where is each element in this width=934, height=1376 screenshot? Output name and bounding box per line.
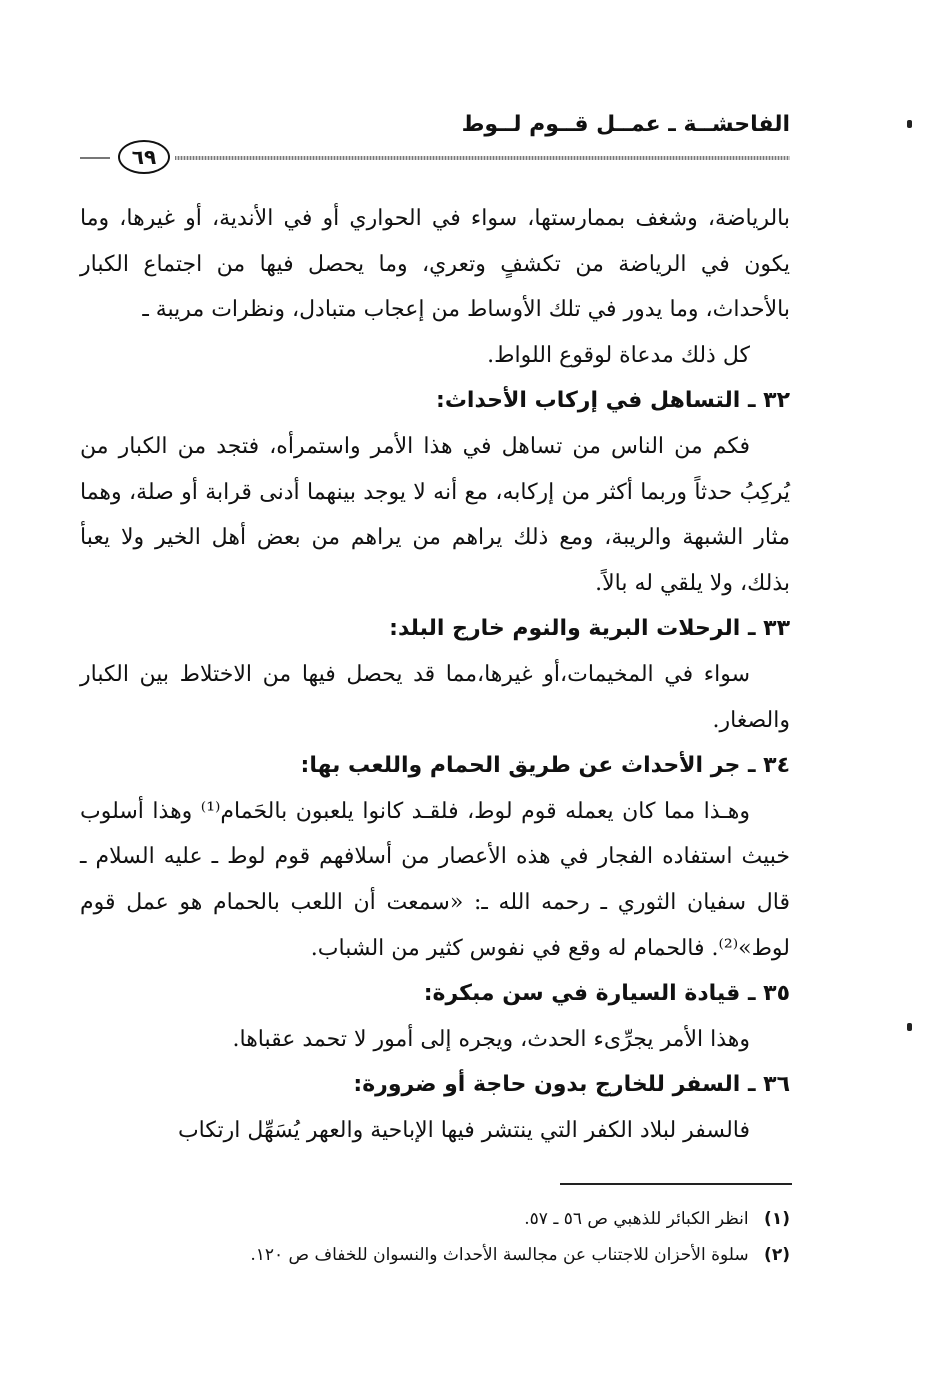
section-heading: ٣٣ ـ الرحلات البرية والنوم خارج البلد:	[389, 616, 790, 642]
footnote-text: سلوة الأحزان للاجتناب عن مجالسة الأحداث والنسوان للخفاف ص ١٢٠.	[250, 1245, 749, 1265]
footnote-number: (٢)	[764, 1245, 790, 1265]
footnote-text: انظر الكبائر للذهبي ص ٥٦ ـ ٥٧.	[524, 1209, 749, 1229]
paragraph: فالسفر لبلاد الكفر التي ينتشر فيها الإباحية والعهر يُسَهِّل ارتكاب	[177, 1117, 750, 1143]
margin-mark	[907, 1023, 912, 1031]
section-heading: ٣٤ ـ جر الأحداث عن طريق الحمام واللعب بها:	[300, 753, 790, 779]
section-heading: ٣٥ ـ قيادة السيارة في سن مبكرة:	[423, 981, 790, 1007]
page-header	[80, 112, 790, 172]
paragraph: كل ذلك مدعاة لوقوع اللواط.	[487, 342, 750, 368]
body-text	[80, 196, 790, 1153]
paragraph: وهذا الأمر يجرِّىء الحدث، ويجره إلى أمور لا تحمد عقباها.	[232, 1026, 750, 1052]
footnote-number: (١)	[764, 1209, 790, 1229]
paragraph: فكم من الناس من تساهل في هذا الأمر واستمرأه، فتجد من الكبار من يُركِبُ حدثاً وربما أكثر من إركابه، مع أنه لا يوجد بينهما أدنى قرابة أو صلة، وهما مثار الشبهة والريبة، ومع ذلك يراهم من يراهم من بعض أهل الخير ولا يعبأ بذلك، ولا يلقي له بالاً.	[80, 433, 790, 596]
header-rule-left	[80, 157, 110, 159]
paragraph: وهـذا مما كان يعمله قوم لوط، فلقـد كانوا يلعبون بالحَمام⁽¹⁾ وهذا أسلوب خبيث استفاده الفجار في هذه الأعصار من أسلافهم قوم لوط ـ عليه السلام ـ قال سفيان الثوري ـ رحمه الله ـ: «سمعت أن اللعب بالحمام هو عمل قوم لوط»⁽²⁾. فالحمام له وقع في نفوس كثير من الشباب.	[80, 798, 790, 961]
running-title: الفاحشــة ـ عمــل قــوم لــوط	[461, 112, 790, 137]
footnotes	[80, 1201, 790, 1273]
header-rule	[175, 156, 790, 160]
page-number: ٦٩	[118, 140, 170, 174]
paragraph: بالرياضة، وشغف بممارستها، سواء في الحواري أو في الأندية، أو غيرها، وما يكون في الرياضة من تكشفٍ وتعري، وما يحصل فيها من اجتماع الكبار بالأحداث، وما يدور في تلك الأوساط من إعجاب متبادل، ونظرات مريبة ـ	[80, 206, 790, 323]
section-heading: ٣٢ ـ التساهل في إركاب الأحداث:	[436, 388, 790, 414]
paragraph: سواء في المخيمات،أو غيرها،مما قد يحصل فيها من الاختلاط بين الكبار والصغار.	[80, 661, 790, 733]
footnote	[80, 1201, 790, 1237]
footnote	[80, 1237, 790, 1273]
section-heading: ٣٦ ـ السفر للخارج بدون حاجة أو ضرورة:	[353, 1072, 790, 1098]
margin-mark	[907, 120, 912, 128]
footnote-separator	[560, 1183, 792, 1185]
